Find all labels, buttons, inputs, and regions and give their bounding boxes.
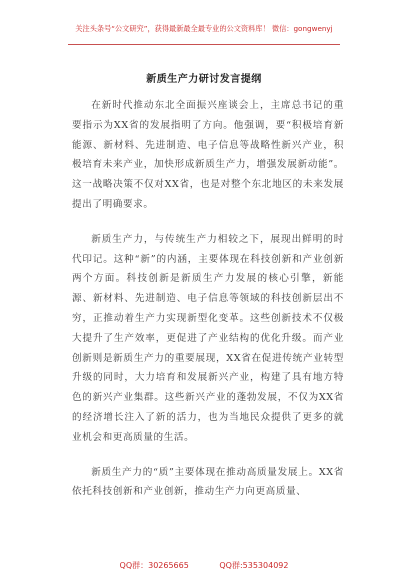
paragraph-3: 新质生产力的“质”主要体现在推动高质量发展上。XX省依托科技创新和产业创新，推动生产力向更高质量、 — [72, 466, 344, 498]
document-title: 新质生产力研讨发言提纲 — [146, 74, 262, 85]
document-body — [72, 96, 344, 517]
footer-qq-group-2: QQ群:535304092 — [219, 561, 289, 570]
paragraph-2: 新质生产力，与传统生产力相较之下，展现出鲜明的时代印记。这种“新”的内涵，主要体现在科技创新和产业创新两个方面。科技创新是新质生产力发展的核心引擎，新能源、新材料、先进制造、电子信息等领域的科技创新层出不穷，正推动着生产力实现新型化变革。这些创新技术不仅极大提升了生产效率，更促进了产业结构的优化升级。而产业创新则是新质生产力的重要展现，XX省在促进传统产业转型升级的同时，大力培育和发展新兴产业，构建了具有地方特色的新兴产业集群。这些新兴产业的蓬勃发展，不仅为XX省的经济增长注入了新的活力，也为当地民众提供了更多的就业机会和更高质量的生活。 — [72, 233, 344, 443]
header-divider — [68, 44, 340, 45]
footer-qq-group-1: QQ群：30265665 — [119, 561, 189, 570]
footer-contact — [0, 560, 408, 571]
paragraph-1: 在新时代推动东北全面振兴座谈会上，主席总书记的重要指示为XX省的发展指明了方向。他强调，要“积极培育新能源、新材料、先进制造、电子信息等战略性新兴产业，积极培育未来产业，加快形成新质生产力，增强发展新动能”。这一战略决策不仅对XX省，也是对整个东北地区的未来发展提出了明确要求。 — [72, 100, 344, 210]
header-promo-note: 关注头条号“公文研究”，获得最新最全最专业的公文资料库！ 微信：gongwenyj — [75, 24, 333, 33]
